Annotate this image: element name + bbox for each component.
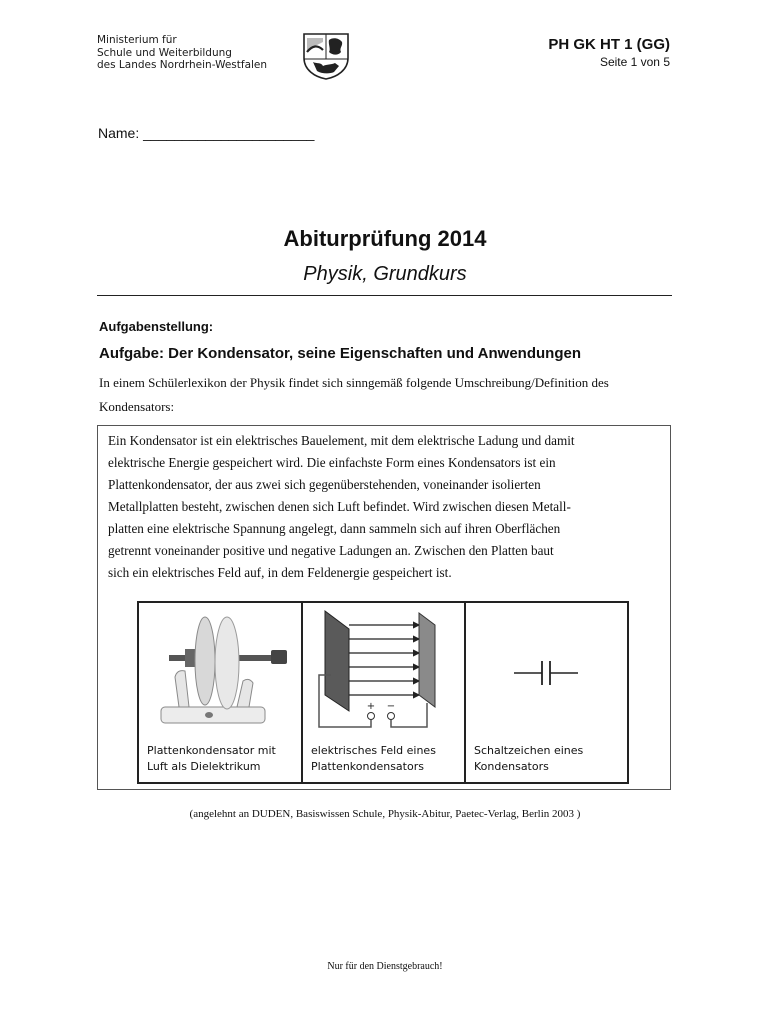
definition-line: sich ein elektrisches Feld auf, in dem Feldenergie gespeichert ist. xyxy=(108,565,452,580)
task-title: Aufgabe: Der Kondensator, seine Eigenschaften und Anwendungen xyxy=(99,345,581,362)
capacitor-figure xyxy=(137,601,629,784)
figure-caption xyxy=(311,743,436,775)
definition-line: platten eine elektrische Spannung angelegt, dann sammeln sich auf ihren Oberflächen xyxy=(108,521,561,536)
definition-text xyxy=(108,430,663,584)
definition-line: Metallplatten besteht, zwischen denen sich Luft befindet. Wird zwischen diesen Metall- xyxy=(108,499,571,514)
exam-code: PH GK HT 1 (GG) xyxy=(548,36,670,53)
definition-line: Plattenkondensator, der aus zwei sich gegenüberstehenden, voneinander isolierten xyxy=(108,477,541,492)
minus-label: − xyxy=(386,701,396,712)
page-number: Seite 1 von 5 xyxy=(599,55,670,69)
caption-line: Kondensators xyxy=(474,760,549,773)
footer-note: Nur für den Dienstgebrauch! xyxy=(327,961,443,972)
ministry-line-2: Schule und Weiterbildung xyxy=(97,46,232,59)
figure-panel-plate-capacitor xyxy=(139,603,303,782)
definition-line: Ein Kondensator ist ein elektrisches Bauelement, mit dem elektrische Ladung und damit xyxy=(108,433,575,448)
figure-panel-electric-field xyxy=(303,603,466,782)
figure-caption xyxy=(474,743,583,775)
ministry-line-3: des Landes Nordrhein-Westfalen xyxy=(97,59,268,71)
intro-text: In einem Schülerlexikon der Physik findet sich sinngemäß folgende Umschreibung/Definition des Kondensators: xyxy=(99,375,609,414)
title-divider xyxy=(97,295,672,296)
definition-line: elektrische Energie gespeichert wird. Die einfachste Form eines Kondensators ist ein xyxy=(108,455,556,470)
capacitor-symbol-icon xyxy=(466,603,627,743)
name-field: Name: ______________________ xyxy=(98,125,315,141)
ministry-line-1: Ministerium für xyxy=(97,34,177,46)
electric-field-diagram xyxy=(303,603,464,743)
caption-line: Plattenkondensators xyxy=(311,760,424,773)
figure-panel-circuit-symbol xyxy=(466,603,627,782)
ministry-name xyxy=(97,34,267,72)
definition-box xyxy=(97,425,671,790)
nrw-coat-of-arms-icon xyxy=(301,32,351,80)
page-subtitle: Physik, Grundkurs xyxy=(303,263,467,285)
definition-line: getrennt voneinander positive und negative Ladungen an. Zwischen den Platten baut xyxy=(108,543,554,558)
caption-line: Luft als Dielektrikum xyxy=(147,760,261,773)
caption-line: elektrisches Feld eines xyxy=(311,744,436,757)
plate-capacitor-illustration xyxy=(139,603,301,743)
source-citation: (angelehnt an DUDEN, Basiswissen Schule, Physik-Abitur, Paetec-Verlag, Berlin 2003 ) xyxy=(189,808,581,820)
plus-label: + xyxy=(366,701,376,712)
page-title: Abiturprüfung 2014 xyxy=(283,226,487,251)
caption-line: Plattenkondensator mit xyxy=(147,744,276,757)
figure-caption xyxy=(147,743,276,775)
caption-line: Schaltzeichen eines xyxy=(474,744,584,757)
task-heading: Aufgabenstellung: xyxy=(99,319,214,334)
